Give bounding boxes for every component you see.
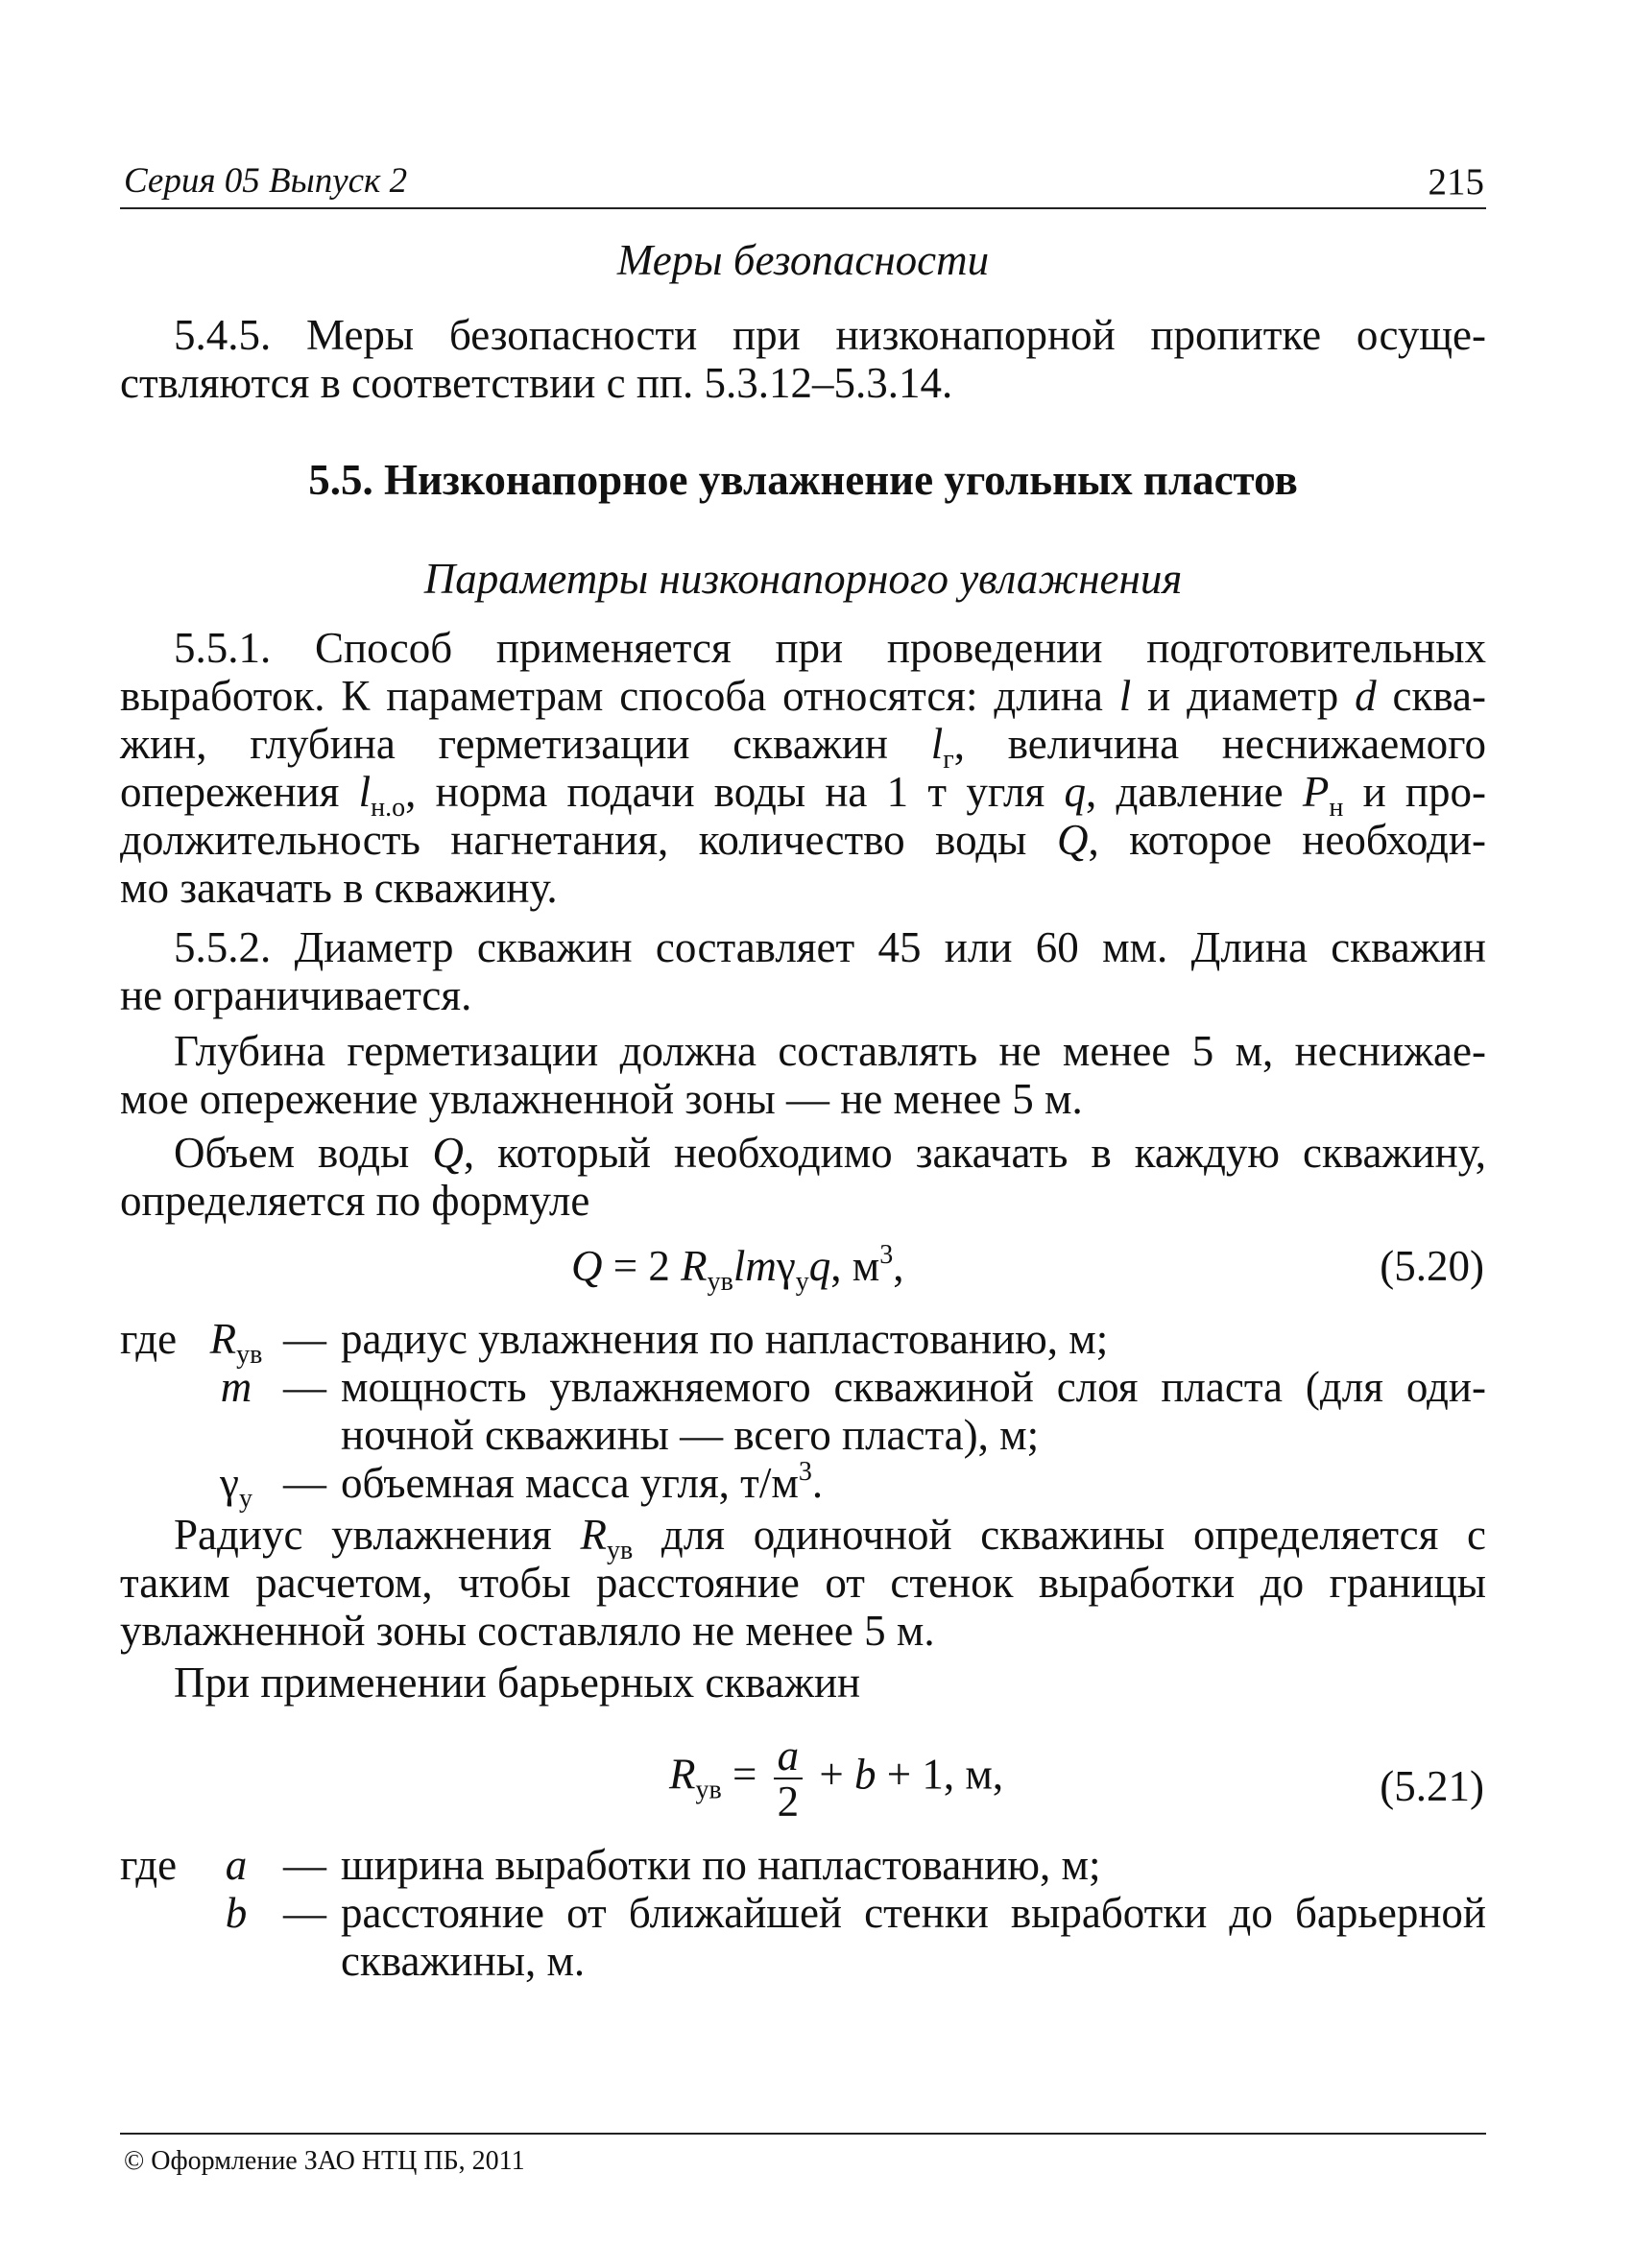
- symbol-q: Q: [1056, 816, 1089, 864]
- symbol-q: Q: [432, 1129, 464, 1177]
- definition-row: [120, 1411, 1486, 1459]
- symbol-l: l: [930, 720, 944, 768]
- subsection-heading-parameters: Параметры низконапорного увлажнения: [423, 555, 1183, 603]
- formula-5-20-definitions: [120, 1315, 1486, 1514]
- dash: —: [283, 1889, 326, 1937]
- symbol-l: l: [358, 768, 372, 816]
- text-run: для одиночной скважины определяется с: [633, 1511, 1487, 1559]
- subscript: ув: [606, 1536, 634, 1565]
- paragraph-line: 5.5.2. Диаметр скважин составляет 45 или 60 мм. Длина скважин: [174, 923, 1486, 971]
- definition-symbol: [203, 1459, 270, 1514]
- text-run: объемная масса угля, т/м: [341, 1459, 799, 1507]
- superscript: 3: [879, 1240, 894, 1270]
- dash: —: [283, 1841, 326, 1889]
- definition-text: ширина выработки по напластованию, м;: [341, 1841, 1101, 1889]
- series-label: Серия 05 Выпуск 2: [124, 161, 408, 201]
- equation-number-5-21: (5.21): [1380, 1762, 1484, 1810]
- paragraph-line: 5.5.1. Способ применяется при проведении подготовительных: [174, 624, 1486, 672]
- formula-symbol: lm: [732, 1242, 777, 1290]
- formula-tail: + 1, м,: [876, 1750, 1004, 1799]
- formula-5-21: [669, 1733, 1003, 1824]
- paragraph-line: [120, 816, 1486, 864]
- definition-symbol: b: [225, 1889, 248, 1937]
- dash: —: [283, 1363, 326, 1411]
- paragraph-volume: [120, 1129, 1486, 1225]
- subscript: ув: [707, 1267, 733, 1297]
- formula-operator: =: [721, 1750, 768, 1799]
- paragraph-5-5-2: [120, 923, 1486, 1019]
- text-run: сква-: [1376, 672, 1487, 720]
- paragraph-5-5-1: [120, 624, 1486, 912]
- paragraph-barrier: [120, 1659, 1486, 1707]
- paragraph-line: мо закачать в скважину.: [120, 864, 558, 912]
- formula-symbol: R: [669, 1750, 696, 1799]
- copyright-text: © Оформление ЗАО НТЦ ПБ, 2011: [124, 2146, 525, 2176]
- text-run: жин, глубина герметизации скважин: [120, 720, 931, 768]
- symbol: γ: [220, 1459, 239, 1507]
- where-label: где: [120, 1315, 178, 1363]
- paragraph-line: Глубина герметизации должна составлять не менее 5 м, неснижае-: [174, 1027, 1486, 1075]
- definition-text: [341, 1459, 1486, 1507]
- formula-symbol: γ: [776, 1242, 796, 1290]
- paragraph-line: [120, 672, 1486, 720]
- symbol-q: q: [1064, 768, 1086, 816]
- definition-row: [120, 1889, 1486, 1937]
- paragraph-line: увлажненной зоны составляло не менее 5 м.: [120, 1607, 935, 1655]
- text-run: .: [811, 1459, 824, 1507]
- text-run: , норма подачи воды на 1 т угля: [405, 768, 1065, 816]
- dash: —: [283, 1459, 326, 1507]
- document-page: [120, 0, 1486, 2268]
- definition-text: ночной скважины — всего пласта), м;: [341, 1411, 1040, 1459]
- formula-operator: +: [808, 1750, 855, 1799]
- page-footer: [120, 2133, 1486, 2176]
- paragraph-line: не ограничивается.: [120, 971, 472, 1019]
- text-run: , который необходимо закачать в каждую скважину,: [463, 1129, 1486, 1177]
- fraction-denominator: 2: [777, 1778, 800, 1826]
- formula-symbol: R: [681, 1242, 708, 1290]
- subscript: у: [795, 1267, 809, 1297]
- formula-symbol: q: [808, 1242, 831, 1290]
- running-header: [120, 154, 1486, 209]
- fraction-numerator: a: [774, 1733, 804, 1779]
- text-run: , которое необходи-: [1088, 816, 1486, 864]
- subsection-heading-safety: Меры безопасности: [616, 236, 990, 284]
- formula-punct: ,: [893, 1242, 904, 1290]
- text-run: опережения: [120, 768, 359, 816]
- paragraph-line: [120, 1129, 1486, 1177]
- symbol-l: l: [1118, 672, 1132, 720]
- formula-unit: , м: [830, 1242, 880, 1290]
- definition-symbol: m: [220, 1363, 252, 1411]
- text-run: выработок. К параметрам способа относятся: длина: [120, 672, 1119, 720]
- text-run: Радиус увлажнения: [174, 1511, 581, 1559]
- paragraph-line: мое опережение увлажненной зоны — не менее 5 м.: [120, 1075, 1083, 1123]
- definition-row: [120, 1841, 1486, 1889]
- paragraph-line: [120, 1511, 1487, 1565]
- paragraph-line: ствляются в соответствии с пп. 5.3.12–5.3.14.: [120, 359, 953, 407]
- subscript: ув: [695, 1775, 722, 1805]
- text-run: и диаметр: [1131, 672, 1356, 720]
- text-run: должительность нагнетания, количество воды: [120, 816, 1057, 864]
- paragraph-line: таким расчетом, чтобы расстояние от стенок выработки до границы: [120, 1559, 1486, 1607]
- subscript: ув: [236, 1340, 263, 1370]
- symbol-d: d: [1355, 672, 1377, 720]
- where-label: где: [120, 1841, 178, 1889]
- text-run: , давление: [1085, 768, 1303, 816]
- page-number: 215: [1428, 161, 1484, 203]
- section-title-5-5: 5.5. Низконапорное увлажнение угольных пластов: [308, 456, 1298, 504]
- paragraph-depth: [120, 1027, 1486, 1123]
- paragraph-line: определяется по формуле: [120, 1177, 590, 1225]
- formula-5-21-definitions: [120, 1841, 1486, 1985]
- fraction: [774, 1733, 804, 1824]
- definition-symbol: a: [225, 1841, 248, 1889]
- definition-text: скважины, м.: [341, 1937, 586, 1985]
- definition-text: мощность увлажняемого скважиной слоя пласта (для оди-: [341, 1363, 1486, 1411]
- paragraph-line: При применении барьерных скважин: [174, 1659, 861, 1707]
- symbol-r: R: [580, 1511, 607, 1559]
- definition-row: [120, 1315, 1486, 1370]
- dash: —: [283, 1315, 326, 1363]
- paragraph-line: [120, 720, 1487, 775]
- symbol: R: [209, 1315, 237, 1363]
- formula-5-20: [571, 1240, 904, 1297]
- text-run: , величина неснижаемого: [953, 720, 1487, 768]
- paragraph-radius: [120, 1511, 1486, 1655]
- formula-symbol: b: [854, 1750, 877, 1799]
- definition-row: [120, 1363, 1486, 1411]
- paragraph-5-4-5: [120, 311, 1486, 407]
- definition-row: [120, 1457, 1486, 1514]
- formula-operator: = 2: [602, 1242, 682, 1290]
- paragraph-line: [120, 768, 1486, 823]
- definition-symbol: [203, 1315, 270, 1370]
- symbol-p: P: [1302, 768, 1330, 816]
- subscript: г: [943, 745, 954, 775]
- formula-symbol: Q: [571, 1242, 603, 1290]
- subscript: н.о: [371, 793, 406, 823]
- definition-text: радиус увлажнения по напластованию, м;: [341, 1315, 1109, 1363]
- subscript: у: [238, 1484, 252, 1514]
- text-run: Объем воды: [174, 1129, 433, 1177]
- text-run: и про-: [1343, 768, 1486, 816]
- paragraph-line: 5.4.5. Меры безопасности при низконапорной пропитке осуще-: [174, 311, 1486, 359]
- definition-row: [120, 1937, 1486, 1985]
- definition-text: расстояние от ближайшей стенки выработки до барьерной: [341, 1889, 1486, 1937]
- equation-number-5-20: (5.20): [1380, 1242, 1484, 1290]
- subscript: н: [1329, 793, 1344, 823]
- superscript: 3: [798, 1457, 812, 1487]
